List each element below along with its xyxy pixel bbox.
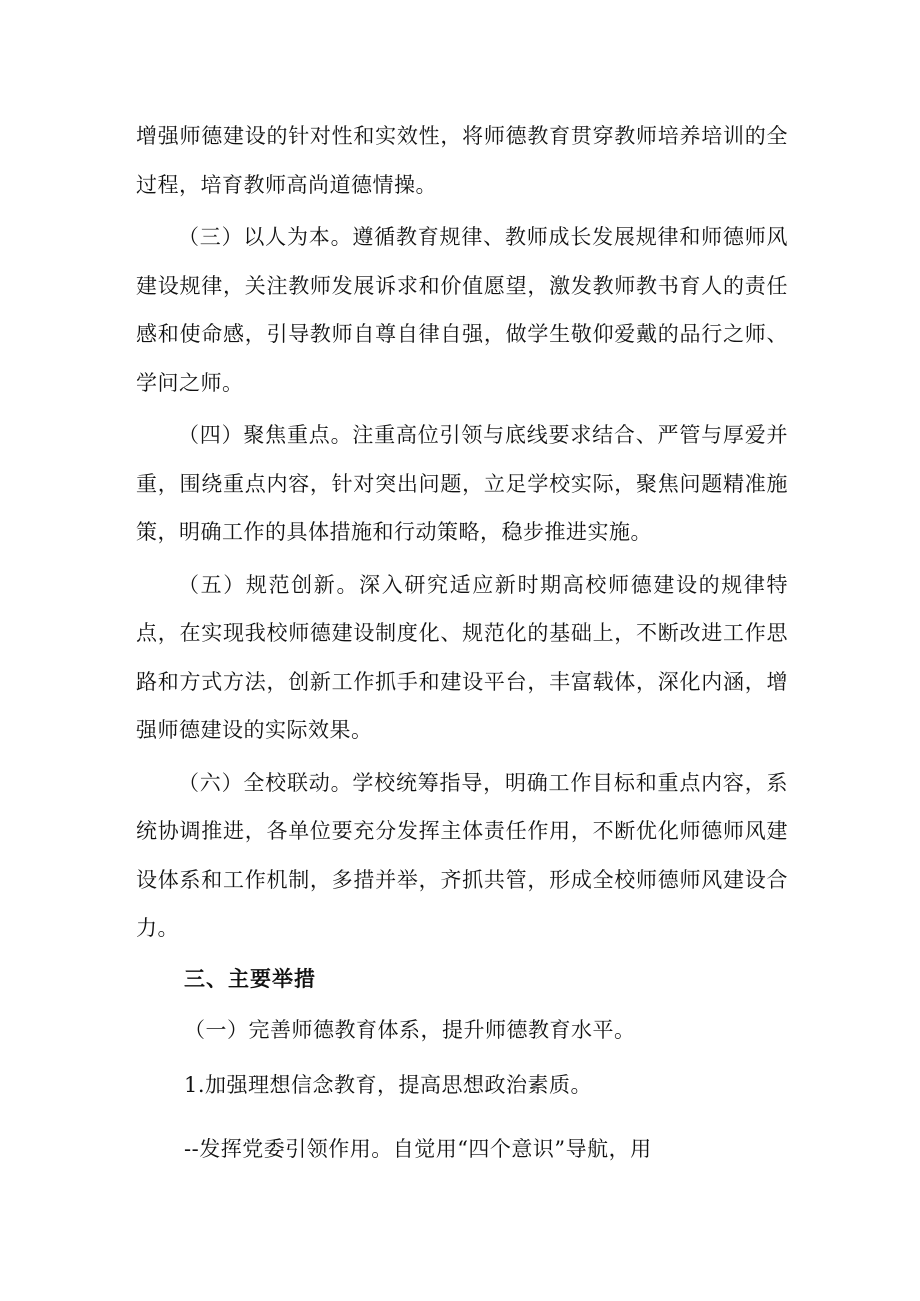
paragraph-standard-innovation: （五）规范创新。深入研究适应新时期高校师德建设的规律特点，在实现我校师德建设制度化、规范化的基础上，不断改进工作思路和方式方法，创新工作抓手和建设平台，丰富载体，深化内涵，增强师德建设的实际效果。	[136, 572, 788, 742]
paragraph-focus-key-points: （四）聚焦重点。注重高位引领与底线要求结合、严管与厚爱并重，围绕重点内容，针对突出问题，立足学校实际，聚焦问题精准施策，明确工作的具体措施和行动策略，稳步推进实施。	[136, 423, 788, 544]
paragraph-continued: 增强师德建设的针对性和实效性，将师德教育贯穿教师培养培训的全过程，培育教师高尚道德情操。	[136, 124, 788, 197]
section-heading: 三、主要举措	[184, 966, 316, 991]
dash-paragraph: --发挥党委引领作用。自觉用“四个意识”导航，用	[184, 1136, 652, 1161]
document-page	[136, 112, 788, 1175]
subheading: （一）完善师德教育体系，提升师德教育水平。	[184, 1017, 636, 1042]
paragraph-people-oriented: （三）以人为本。遵循教育规律、教师成长发展规律和师德师风建设规律，关注教师发展诉求和价值愿望，激发教师教书育人的责任感和使命感，引导教师自尊自律自强，做学生敬仰爱戴的品行之师、学问之师。	[136, 225, 788, 395]
list-item: 1.加强理想信念教育，提高思想政治素质。	[184, 1072, 593, 1097]
paragraph-school-linkage: （六）全校联动。学校统筹指导，明确工作目标和重点内容，系统协调推进，各单位要充分发挥主体责任作用，不断优化师德师风建设体系和工作机制，多措并举，齐抓共管，形成全校师德师风建设合力。	[136, 770, 788, 940]
